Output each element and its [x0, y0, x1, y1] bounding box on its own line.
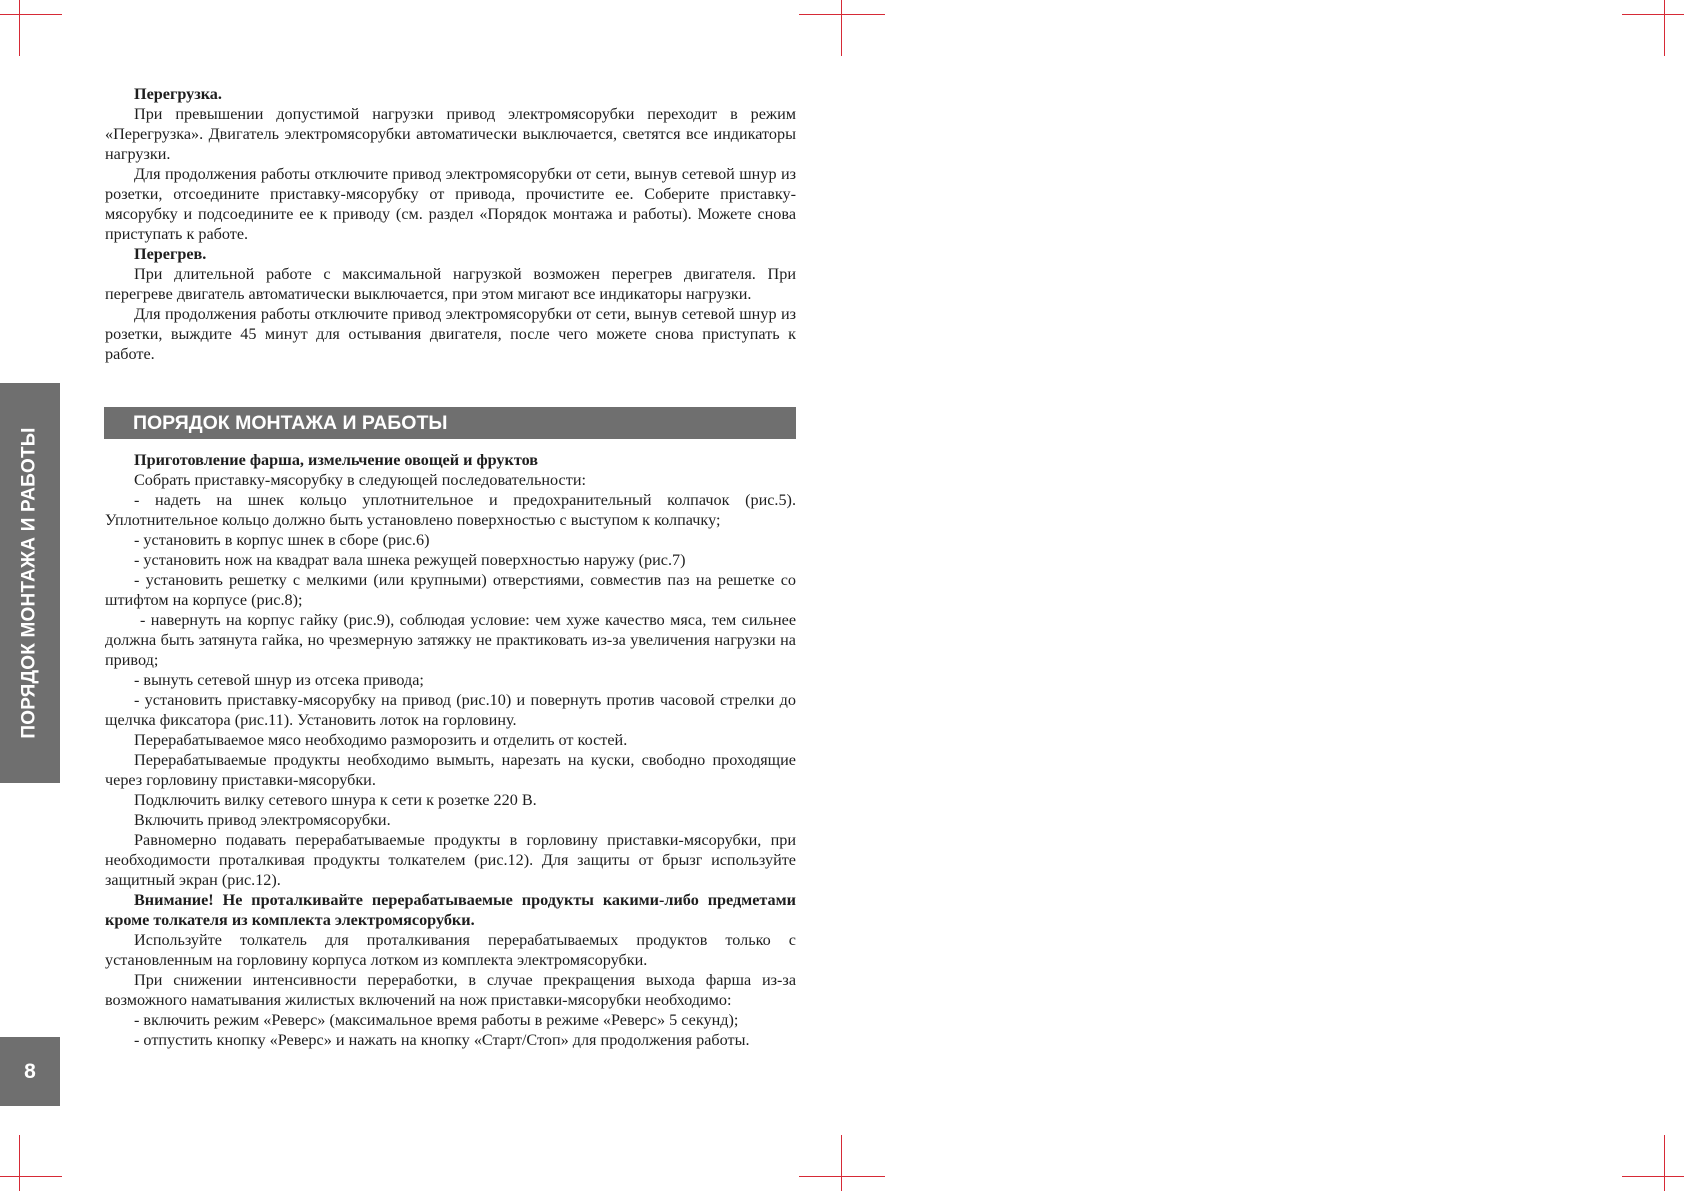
- paragraph: - вынуть сетевой шнур из отсека привода;: [134, 671, 424, 689]
- paragraph: Перерабатываемые продукты необходимо вымыть, нарезать на куски, свободно проходящие через горловину приставки-мясорубки.: [105, 751, 796, 789]
- paragraph: - надеть на шнек кольцо уплотнительное и предохранительный колпачок (рис.5). Уплотнительное кольцо должно быть установлено поверхностью с выступом к колпачку;: [105, 491, 796, 529]
- paragraph: Собрать приставку-мясорубку в следующей последовательности:: [134, 471, 586, 489]
- paragraph: - навернуть на корпус гайку (рис.9), соблюдая условие: чем хуже качество мяса, тем сильнее должна быть затянута гайка, но чрезмерную затяжку не практиковать из-за увеличения нагрузки на привод;: [105, 611, 796, 669]
- paragraph: Внимание! Не проталкивайте перерабатываемые продукты какими-либо предметами кроме толкателя из комплекта электромясорубки.: [105, 891, 796, 929]
- crop-mark: [1664, 1135, 1665, 1191]
- paragraph: При превышении допустимой нагрузки привод электромясорубки переходит в режим «Перегрузка». Двигатель электромясорубки автоматически выключается, светятся все индикаторы нагрузки.: [105, 105, 796, 163]
- paragraph: При длительной работе с максимальной нагрузкой возможен перегрев двигателя. При перегреве двигатель автоматически выключается, при этом мигают все индикаторы нагрузки.: [105, 265, 796, 303]
- paragraph: - установить решетку с мелкими (или крупными) отверстиями, совместив паз на решетке со штифтом на корпусе (рис.8);: [105, 571, 796, 609]
- paragraph: При снижении интенсивности переработки, в случае прекращения выхода фарша из-за возможного наматывания жилистых включений на нож приставки-мясорубки необходимо:: [105, 971, 796, 1009]
- page-number-badge: [0, 1037, 60, 1106]
- paragraph-heading: Перегрев.: [134, 245, 207, 263]
- crop-mark: [841, 1135, 842, 1191]
- crop-mark: [1622, 1176, 1684, 1177]
- paragraph: Равномерно подавать перерабатываемые продукты в горловину приставки-мясорубки, при необходимости проталкивая продукты толкателем (рис.12). Для защиты от брызг используйте защитный экран (рис.12).: [105, 831, 796, 889]
- paragraph: Включить привод электромясорубки.: [134, 811, 391, 829]
- side-section-label: ПОРЯДОК МОНТАЖА И РАБОТЫ: [19, 427, 40, 739]
- paragraph: Используйте толкатель для проталкивания перерабатываемых продуктов только с установленным на горловину корпуса лотком из комплекта электромясорубки.: [105, 931, 796, 969]
- paragraph: - установить приставку-мясорубку на привод (рис.10) и повернуть против часовой стрелки до щелчка фиксатора (рис.11). Установить лоток на горловину.: [105, 691, 796, 729]
- side-section-tab: [0, 383, 60, 783]
- crop-mark: [841, 0, 842, 56]
- paragraph: Перерабатываемое мясо необходимо разморозить и отделить от костей.: [134, 731, 628, 749]
- crop-mark: [1664, 0, 1665, 56]
- crop-mark: [799, 14, 885, 15]
- crop-mark: [1622, 14, 1684, 15]
- paragraph: - отпустить кнопку «Реверс» и нажать на кнопку «Старт/Стоп» для продолжения работы.: [134, 1031, 750, 1049]
- paragraph-heading: Приготовление фарша, измельчение овощей и фруктов: [134, 451, 539, 469]
- paragraph-heading: Перегрузка.: [134, 85, 222, 103]
- paragraph: Для продолжения работы отключите привод электромясорубки от сети, вынув сетевой шнур из розетки, отсоедините приставку-мясорубку от привода, прочистите ее. Соберите приставку-мясорубку и подсоедините ее к приводу (см. раздел «Порядок монтажа и работы). Можете снова приступать к работе.: [105, 165, 796, 243]
- assembly-instructions-text: [105, 450, 796, 1050]
- page-number: 8: [24, 1059, 36, 1083]
- paragraph: Для продолжения работы отключите привод электромясорубки от сети, вынув сетевой шнур из розетки, выждите 45 минут для остывания двигателя, после чего можете снова приступать к работе.: [105, 305, 796, 363]
- crop-mark: [799, 1176, 885, 1177]
- paragraph: - установить в корпус шнек в сборе (рис.6): [134, 531, 430, 549]
- paragraph: - установить нож на квадрат вала шнека режущей поверхностью наружу (рис.7): [134, 551, 686, 569]
- section-heading: ПОРЯДОК МОНТАЖА И РАБОТЫ: [133, 411, 448, 434]
- paragraph: - включить режим «Реверс» (максимальное время работы в режиме «Реверс» 5 секунд);: [134, 1011, 739, 1029]
- section-heading-banner: [104, 407, 796, 439]
- crop-mark: [19, 1135, 20, 1191]
- paragraph: Подключить вилку сетевого шнура к сети к розетке 220 В.: [134, 791, 537, 809]
- crop-mark: [0, 1176, 62, 1177]
- crop-mark: [19, 0, 20, 56]
- crop-mark: [0, 14, 62, 15]
- overload-overheat-text: [105, 84, 796, 364]
